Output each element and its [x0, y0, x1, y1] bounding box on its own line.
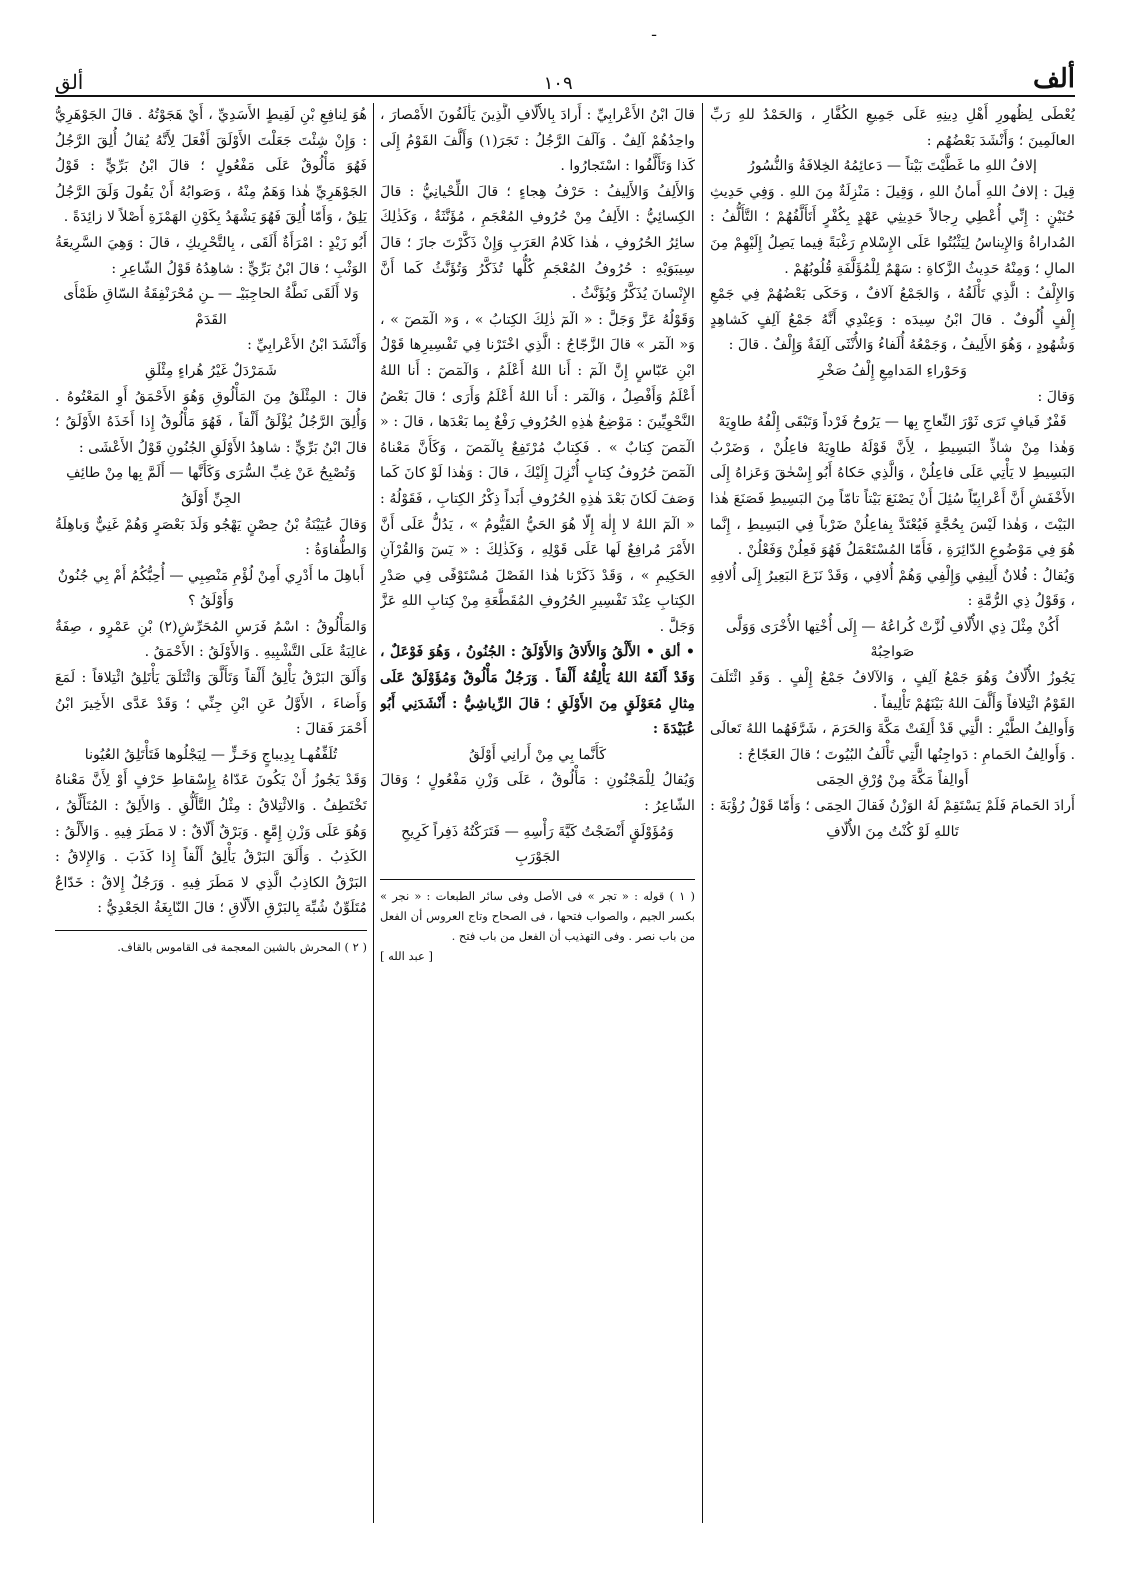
- verse: وَحَوْراءِ المَدامِعِ إِلْفُ صَخْرِ: [818, 362, 967, 379]
- footnote: ( ٢ ) المحرش بالشين المعجمة فى القاموس بالقاف.: [117, 940, 367, 954]
- paragraph: وَقالَ :: [1037, 388, 1075, 405]
- verse: تَاللهِ لَوْ كُنْتُ مِنَ الأُلّافِ: [826, 823, 959, 840]
- footnote-rule: [380, 879, 695, 880]
- verse: وَمُؤَوْلَقٍ أَنْضَجْتُ كَيَّةَ رَأْسِهِ — فَتَرَكْتُهُ ذَفِراً كَرِيحِ الجَوْرَبِ: [401, 823, 674, 866]
- paragraph: وَيُقالُ : فُلانٌ أَلِيفِي وَإِلْفِي وَهُمْ أُلافِي ، وَقَدْ نَزَعَ البَعِيرُ إِلَى أُلافِهِ ، وَقَوْلُ ذِي الرُّمَّةِ :: [710, 567, 1075, 610]
- paragraph: يَجُوزُ الأُلّافُ وَهُوَ جَمْعُ آلِفٍ ، وَالآلافُ جَمْعُ إِلْفٍ . وَقَدِ ائْتَلَفَ القَوْمُ ائْتِلافاً وَأَلَّفَ اللهُ بَيْنَهُمْ تَأْلِيفاً .: [710, 670, 1075, 712]
- verse: قَفْرٌ فَيافٍ تَرَى ثَوْرَ النِّعاجِ بِها — يَرُوحُ فَرْداً وَتَبْقَى إِلْفُهُ طاوِيَهْ: [718, 414, 1067, 431]
- column-right: [710, 103, 1075, 1523]
- paragraph: قِيلَ : إلافُ اللهِ أَمانُ اللهِ ، وَقِيلَ : مَنْزِلَةٌ مِنَ اللهِ . وَفِي حَدِيثِ حُنَيْنٍ : إِنِّي أُعْطِي رِجالاً حَدِيثِي عَهْدٍ بِكُفْرٍ أَتَأَلَّفُهُمْ ؛ التَّأَلُّفُ : المُداراةُ وَالإِيناسُ لِيَثْبُتُوا عَلَى الإِسْلامِ رَغْبَةً فِيما يَصِلُ إِلَيْهِمْ مِنَ المالِ ؛ وَمِنْهُ حَدِيثُ الزَّكاةِ : سَهْمٌ لِلْمُؤَلَّفَةِ قُلُوبُهُمْ .: [710, 183, 1075, 277]
- column-left: [55, 103, 367, 1523]
- paragraph: وَهٰذا مِنْ شاذِّ البَسِيطِ ، لِأَنَّ قَوْلَهُ طاوِيَهْ فاعِلُنْ ، وَضَرْبُ البَسِيطِ لا يَأْتِي عَلَى فاعِلُنْ ، وَالَّذِي حَكاهُ أَبُو إِسْحٰقَ وَعَزاهُ إِلَى الأَخْفَشِ أَنَّ أَعْرابِيّاً سُئِلَ أَنْ يَصْنَعَ بَيْتاً تامّاً مِنَ البَسِيطِ فَصَنَعَ هٰذا البَيْتَ ، وَهٰذا لَيْسَ بِحُجَّةٍ فَيُعْتَدَّ بِفاعِلُنْ ضَرْباً فِي البَسِيطِ ، إِنَّما هُوَ فِي مَوْضُوعِ الدّائِرَةِ ، فَأَمّا المُسْتَعْمَلُ فَهُوَ فَعِلُنْ وَفَعْلُنْ .: [710, 439, 1075, 559]
- verse: وَتُصْبِحُ عَنْ غِبِّ السُّرَى وَكَأَنَّها — أَلَمَّ بِها مِنْ طائِفِ الجِنِّ أَوْلَقُ: [66, 465, 356, 507]
- page-mark: ـ: [652, 24, 657, 40]
- paragraph: يُعْطَى لِظُهورِ أَهْلِ دِينِهِ عَلَى جَمِيعِ الكُفَّارِ ، وَالحَمْدُ للهِ رَبِّ العالَمِينَ ؛ وَأَنْشَدَ بَعْضُهُم :: [710, 107, 1075, 149]
- verse: أَكُنْ مِثْلَ ذِي الأُلّافِ لُزَّتْ كُراعُهُ — إِلَى أُخْتِها الأُخْرَى وَوَلَّى صَواحِبُهْ: [725, 618, 1060, 661]
- paragraph: وَالمَأْلُوقُ : اسْمُ فَرَسِ المُحَرِّشِ(٢) بْنِ عَمْرٍو ، صِفَةٌ غالِبَةٌ عَلَى التَّشْبِيهِ . وَالأَوْلَقُ : الأَحْمَقُ .: [55, 618, 367, 661]
- paragraph: وَأَوالِفُ الطَّيْرِ : الَّتِي قَدْ أَلِفَتْ مَكَّةَ وَالحَرَمَ ، شَرَّفَهُما اللهُ تَعالَى . وَأَوالِفُ الحَمامِ : دَواجِنُها الَّتِي تَأْلَفُ البُيُوتَ ؛ قالَ العَجّاجُ :: [710, 721, 1075, 763]
- page-header: [55, 58, 1075, 94]
- column-divider: [373, 103, 374, 1523]
- verse: وَلا أَلَقَى نَطَّةُ الحاجِبَيْـ — ـنِ مُحْرَنْفِقَةُ السّاقِ ظَمْأَى القَدَمْ: [63, 286, 359, 328]
- footnote-rule: [55, 930, 367, 931]
- paragraph: وَالأَلِفُ وَالأَلِيفُ : حَرْفُ هِجاءٍ ؛ قالَ اللِّحْيانِيُّ : قالَ الكِسائِيُّ : الأَلِفُ مِنْ حُرُوفِ المُعْجَمِ ، مُؤَنَّثَةٌ ، وَكَذٰلِكَ سائِرُ الحُرُوفِ ، هٰذا كَلامُ العَرَبِ وَإِنْ ذَكَّرْتَ جازَ ؛ قالَ سِيبَوَيْهِ : حُرُوفُ المُعْجَمِ كُلُّها تُذَكَّرُ وَتُؤَنَّثُ كَما أَنَّ الإِنْسانَ يُذَكَّرُ وَيُؤَنَّثُ .: [380, 183, 695, 303]
- header-rule: [55, 95, 1075, 97]
- paragraph: وَقَوْلُهُ عَزَّ وَجَلَّ : « الٓمٓ ذٰلِكَ الكِتابُ » ، وَ« الٓمٓصٓ » ، وَ« الٓمٓر » قالَ الزَّجّاجُ : الَّذِي اخْتَرْنا فِي تَفْسِيرِها قَوْلُ ابْنِ عَبّاسٍ إِنَّ الٓمٓ : أَنا اللهُ أَعْلَمُ ، وَالٓمٓصٓ : أَنا اللهُ أَعْلَمُ وَأَفْصِلُ ، وَالٓمٓر : أَنا اللهُ أَعْلَمُ وَأَرَى ؛ قالَ بَعْضُ النَّحْوِيِّينَ : مَوْضِعُ هٰذِهِ الحُرُوفِ رَفْعٌ بِما بَعْدَها ، قالَ : « الٓمٓصٓ كِتابٌ » . فَكِتابٌ مُرْتَفِعٌ بِالٓمٓصٓ ، وَكَأَنَّ مَعْناهُ الٓمٓصٓ حُرُوفُ كِتابٍ أُنْزِلَ إِلَيْكَ ، قالَ : وَهٰذا لَوْ كانَ كَما وَصَفَ لَكانَ بَعْدَ هٰذِهِ الحُرُوفِ أَبَداً ذِكْرُ الكِتابِ ، فَقَوْلُهُ : « الٓمٓ اللهُ لا إِلٰهَ إِلّا هُوَ الحَيُّ القَيُّومُ » ، يَدُلُّ عَلَى أَنَّ الأَمْرَ مُرافِعٌ لَها عَلَى قَوْلِهِ ، وَكَذٰلِكَ : « يٓسٓ وَالقُرْآنِ الحَكِيمِ » ، وَقَدْ ذَكَرْنا هٰذا الفَصْلَ مُسْتَوْفًى فِي صَدْرِ الكِتابِ عِنْدَ تَفْسِيرِ الحُرُوفِ المُقَطَّعَةِ مِنْ كِتابِ اللهِ عَزَّ وَجَلَّ .: [380, 311, 695, 635]
- paragraph: أَبُو زَيْدٍ : امْرَأَةٌ أَلَقَى ، بِالتَّحْرِيكِ ، قالَ : وَهِيَ السَّرِيعَةُ الوَثْبِ ؛ قالَ ابْنُ بَرِّيٍّ : شاهِدُهُ قَوْلُ الشّاعِرِ :: [55, 234, 367, 277]
- column-middle: [380, 103, 695, 1523]
- column-divider: [702, 103, 703, 1523]
- paragraph: هُوَ لِنافِعِ بْنِ لَقِيطٍ الأَسَدِيِّ ، أَيْ هَجَوْتُهُ . قالَ الجَوْهَرِيُّ : وَإِنْ شِئْتَ جَعَلْتَ الأَوْلَقَ أَفْعَلَ لِأَنَّهُ يُقالُ أُلِقَ الرَّجُلُ فَهُوَ مَأْلُوقٌ عَلَى مَفْعُولٍ ؛ قالَ ابْنُ بَرِّيٍّ : قَوْلُ الجَوْهَرِيِّ هٰذا وَهَمٌ مِنْهُ ، وَصَوابُهُ أَنْ يَقُولَ وَلَقَ الرَّجُلُ يَلِقُ ، وَأَمّا أُلِقَ فَهُوَ يَشْهَدُ بِكَوْنِ الهَمْزَةِ أَصْلاً لا زائِدَةً .: [55, 107, 367, 226]
- header-entry-word-right: ألف: [1032, 64, 1075, 94]
- verse: أَوالِفاً مَكَّةَ مِنْ وُرْقِ الحِمَى: [816, 772, 969, 789]
- paragraph: وَالإِلْفُ : الَّذِي تَأْلَفُهُ ، وَالجَمْعُ آلافٌ ، وَحَكَى بَعْضُهُمْ فِي جَمْعِ إِلْفٍ أُلُوفٌ . قالَ ابْنُ سِيدَه : وَعِنْدِي أَنَّهُ جَمْعُ آلِفٍ كَشاهِدٍ وَشُهُودٍ ، وَهُوَ الأَلِيفُ ، وَجَمْعُهُ أُلَفاءُ وَالأُنْثَى آلِفَةٌ وَإِلْفٌ . قالَ :: [710, 286, 1075, 354]
- footnote-signature: [ عبد الله ]: [380, 948, 433, 963]
- paragraph: وَقالَ عُيَيْنَةُ بْنُ حِصْنٍ يَهْجُو وَلَدَ بَعْصَرٍ وَهُمْ غَنِيٌّ وَباهِلَةُ وَالطُّفاوَةُ :: [55, 516, 367, 559]
- paragraph: أَرادَ الحَمامَ فَلَمْ يَسْتَقِمْ لَهُ الوَزْنُ فَقالَ الحِمَى ؛ وَأَمّا قَوْلُ رُؤْبَةَ :: [710, 798, 1075, 815]
- paragraph: وَأَلَقَ البَرْقُ يَأْلِقُ أَلْقاً وَتَأَلَّقَ وَائْتَلَقَ يَأْتَلِقُ ائْتِلاقاً : لَمَعَ وَأَضاءَ ، الأَوَّلُ عَنِ ابْنِ جِنِّي ؛ وَقَدْ عَدَّى الأَخِيرَ ابْنُ أَحْمَرَ فَقالَ :: [55, 670, 367, 738]
- verse: كَأَنَّما بِي مِنْ أَرانِي أَوْلَقُ: [468, 746, 607, 763]
- verse: تُلَفِّفُهـا بِدِيباجٍ وَخَـزٍّ — لِيَجْلُوها فَتَأْتَلِقُ العُيُونا: [84, 746, 338, 763]
- paragraph: قالَ : المِئْلَقُ مِنَ المَأْلُوقِ وَهُوَ الأَحْمَقُ أَوِ المَعْتُوهُ . وَأُلِقَ الرَّجُلُ يُؤْلَقُ أَلْقاً ، فَهُوَ مَأْلُوقٌ إِذا أَخَذَهُ الأَوْلَقُ ؛ قالَ ابْنُ بَرِّيٍّ : شاهِدُ الأَوْلَقِ الجُنُونِ قَوْلُ الأَعْشَى :: [55, 388, 367, 456]
- paragraph: قالَ ابْنُ الأَعْرابِيِّ : أَرادَ بِالأُلّافِ الَّذِينَ يَأْلَفُونَ الأَمْصارَ ، واحِدُهُمْ آلِفٌ . وَآلَفَ الرَّجُلُ : تَجَرَ(١) وَأَلَّفَ القَوْمُ إِلَى كَذا وَتَأَلَّفُوا : اسْتَجارُوا .: [380, 107, 695, 175]
- header-entry-word-left: ألق: [55, 70, 84, 94]
- paragraph: وَأَنْشَدَ ابْنُ الأَعْرابِيِّ :: [247, 337, 367, 354]
- verse: أَباهِلَ ما أَدْرِي أَمِنْ لُؤْمِ مَنْصِبِي — أُحِبُّكُمُ أَمْ بِي جُنُونٌ وَأَوْلَقُ ؟: [57, 567, 365, 610]
- paragraph: وَيُقالُ لِلْمَجْنُونِ : مَأْلُوقٌ ، عَلَى وَزْنِ مَفْعُولٍ ؛ وَقالَ الشّاعِرُ :: [380, 772, 695, 815]
- entry-paragraph: • ألق • الأَلْقُ وَالأَلاقُ وَالأَوْلَقُ : الجُنُونُ ، وَهُوَ فَوْعَلٌ ، وَقَدْ أَلَقَهُ اللهُ يَأْلِقُهُ أَلْقاً . وَرَجُلٌ مَأْلُوقٌ وَمُؤَوْلَقٌ عَلَى مِثالِ مُعَوْلَقٍ مِنَ الأَوْلَقِ ؛ قالَ الرِّياشِيُّ : أَنْشَدَنِي أَبُو عُبَيْدَةَ :: [380, 644, 695, 738]
- page-number: ١٠٩: [543, 73, 573, 94]
- footnote: ( ١ ) قوله : « تجر » فى الأصل وفى سائر الطبعات : « نجر » بكسر الجيم ، والصواب فتحها ، فى الصحاح وتاج العروس أن الفعل من باب نصر . وفى التهذيب أن الفعل من باب فتح .: [380, 888, 695, 943]
- verse: شَمَرْدَلٌ غَيْرُ هُراءٍ مِئْلَقِ: [145, 362, 277, 379]
- paragraph: وَقَدْ يَجُوزُ أَنْ يَكُونَ عَدّاهُ بِإِسْقاطِ حَرْفٍ أَوْ لِأَنَّ مَعْناهُ تَخْتَطِفُ . وَالائْتِلاقُ : مِثْلُ التَّأَلُّقِ . وَالأَلِقُ : المُتَأَلِّقُ ، وَهُوَ عَلَى وَزْنِ إِمَّعٍ . وَبَرْقٌ أَلّاقٌ : لا مَطَرَ فِيهِ . وَالأَلْقُ : الكَذِبُ . وَأَلَقَ البَرْقُ يَأْلِقُ أَلْقاً إِذا كَذَبَ . وَالإِلاقُ : البَرْقُ الكاذِبُ الَّذِي لا مَطَرَ فِيهِ . وَرَجُلٌ إِلاقٌ : خَدّاعٌ مُتَلَوِّنٌ شُبِّهَ بِالبَرْقِ الأَلّاقِ ؛ قالَ النّابِغَةُ الجَعْدِيُّ :: [55, 772, 367, 917]
- verse: إلافُ اللهِ ما غَطَّيْتَ بَيْتاً — دَعائِمُهُ الخِلافَةُ وَالنُّسُورُ: [748, 158, 1037, 175]
